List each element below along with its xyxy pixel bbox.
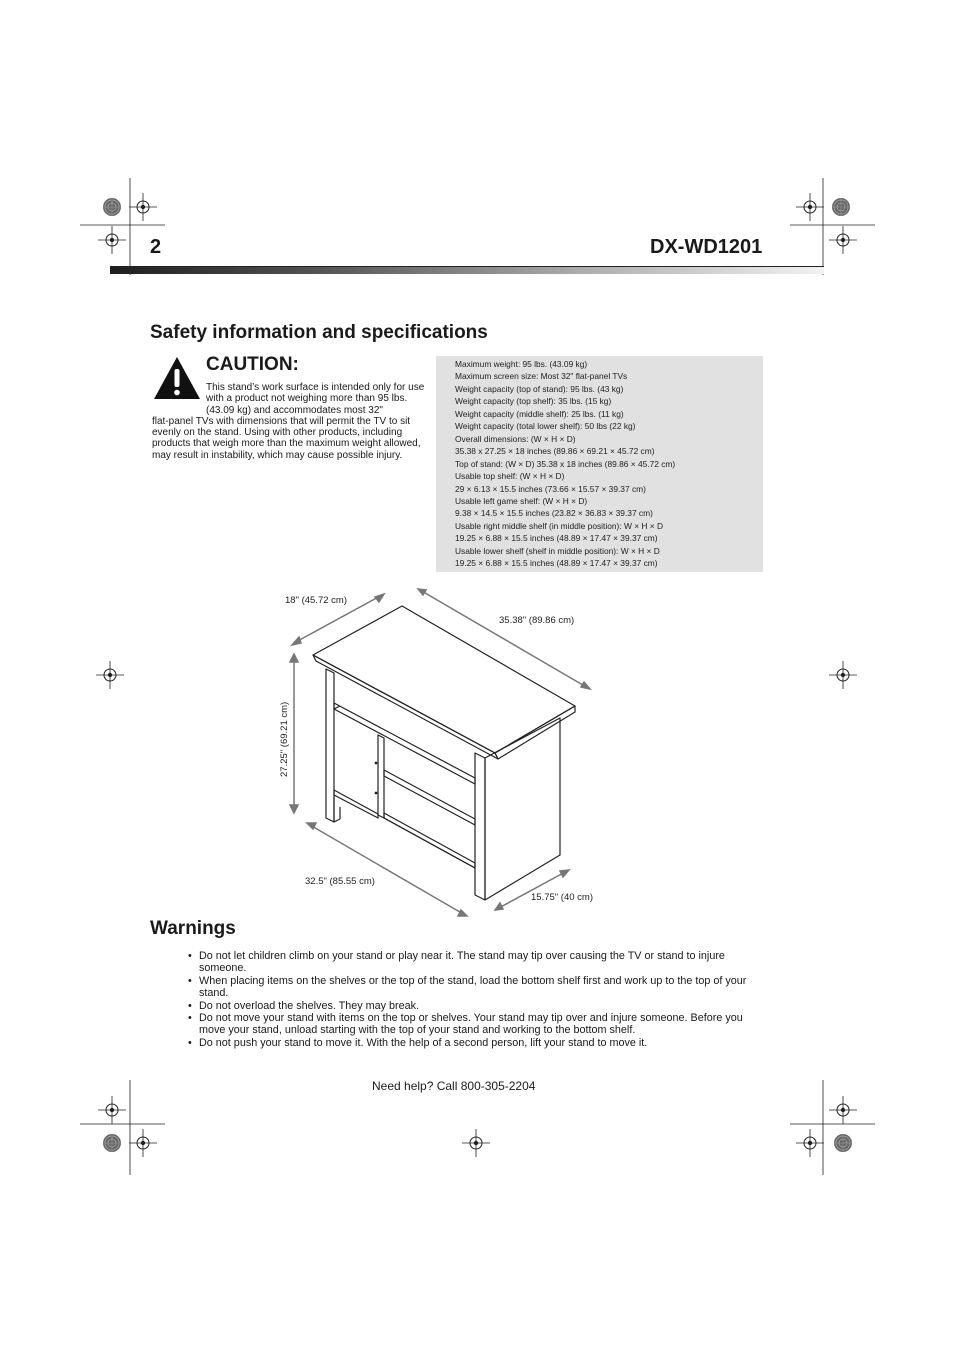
stand-right-panel: [475, 753, 485, 900]
spec-item: Usable top shelf: (W × H × D): [455, 471, 565, 482]
spec-item: Maximum screen size: Most 32" flat-panel TVs: [455, 371, 628, 382]
header-rule: [110, 266, 824, 267]
caution-text: [152, 382, 434, 461]
spec-item: 35.38 x 27.25 × 18 inches (89.86 × 69.21 × 45.72 cm): [455, 446, 655, 457]
caution-text-full: flat-panel TVs with dimensions that will permit the TV to sit evenly on the stand. Using with other products, including products that weigh more than the maximum weight allowed, may result in instability, which may cause possible injury.: [152, 415, 421, 461]
spec-item: Usable right middle shelf (in middle position): W × H × D: [455, 520, 664, 531]
stand-side-panel: [485, 718, 560, 900]
model-number: DX-WD1201: [650, 236, 763, 258]
caution-text-indented: This stand’s work surface is intended only for use with a product not weighing more than 95 lbs. (43.09 kg) and accommodates most 32": [206, 382, 425, 416]
warning-item: • Do not move your stand with items on the top or shelves. Your stand may tip over and injure someone. Before you move your stand, unload starting with the top of your stand and working to the bottom shelf.: [188, 1012, 768, 1037]
header-gradient-bar: [110, 266, 824, 274]
warning-item: • When placing items on the shelves or the top of the stand, load the bottom shelf first and work up to the top of your stand.: [188, 975, 768, 1000]
spec-item: Top of stand: (W × D) 35.38 x 18 inches (89.86 × 45.72 cm): [455, 458, 676, 469]
caution-title: CAUTION:: [206, 354, 299, 375]
dimension-depth-bottom: 15.75" (40 cm): [531, 892, 593, 903]
spec-item: Usable lower shelf (shelf in middle position): W × H × D: [455, 545, 660, 556]
warning-item: • Do not let children climb on your stand or play near it. The stand may tip over causing the TV or stand to injure someone.: [188, 950, 768, 975]
section-title: Safety information and specifications: [150, 322, 488, 343]
spec-item: 19.25 × 6.88 × 15.5 inches (48.89 × 17.47 × 39.37 cm): [455, 558, 658, 569]
warning-item: • Do not push your stand to move it. With the help of a second person, lift your stand to move it.: [188, 1037, 768, 1049]
spec-item: Weight capacity (total lower shelf): 50 lbs (22 kg): [455, 421, 636, 432]
spec-item: Weight capacity (middle shelf): 25 lbs. (11 kg): [455, 408, 624, 419]
stand-diagram: [270, 585, 630, 925]
spec-item: 29 × 6.13 × 15.5 inches (73.66 × 15.57 × 39.37 cm): [455, 483, 646, 494]
dimension-width-bottom: 32.5" (85.55 cm): [305, 876, 375, 887]
stand-left-panel: [326, 669, 334, 822]
dimension-depth-top: 18" (45.72 cm): [285, 595, 347, 606]
spec-item: Overall dimensions: (W × H × D): [455, 433, 576, 444]
dimension-height: 27.25" (69.21 cm): [279, 701, 290, 777]
spec-item: Weight capacity (top of stand): 95 lbs. (43 kg): [455, 383, 624, 394]
warnings-list: [188, 950, 768, 1049]
footer-help-text: Need help? Call 800-305-2204: [372, 1079, 536, 1093]
spec-item: Usable left game shelf: (W × H × D): [455, 495, 588, 506]
warning-item: • Do not overload the shelves. They may break.: [188, 1000, 768, 1012]
spec-item: 9.38 × 14.5 × 15.5 inches (23.82 × 36.83 × 39.37 cm): [455, 508, 653, 519]
spec-item: Weight capacity (top shelf): 35 lbs. (15 kg): [455, 396, 612, 407]
specifications-list: [455, 358, 675, 570]
warnings-title: Warnings: [150, 918, 236, 939]
spec-item: 19.25 × 6.88 × 15.5 inches (48.89 × 17.47 × 39.37 cm): [455, 533, 658, 544]
spec-item: Maximum weight: 95 lbs. (43.09 kg): [455, 359, 588, 369]
page-number: 2: [150, 236, 162, 258]
dimension-width-top: 35.38" (89.86 cm): [499, 615, 575, 626]
